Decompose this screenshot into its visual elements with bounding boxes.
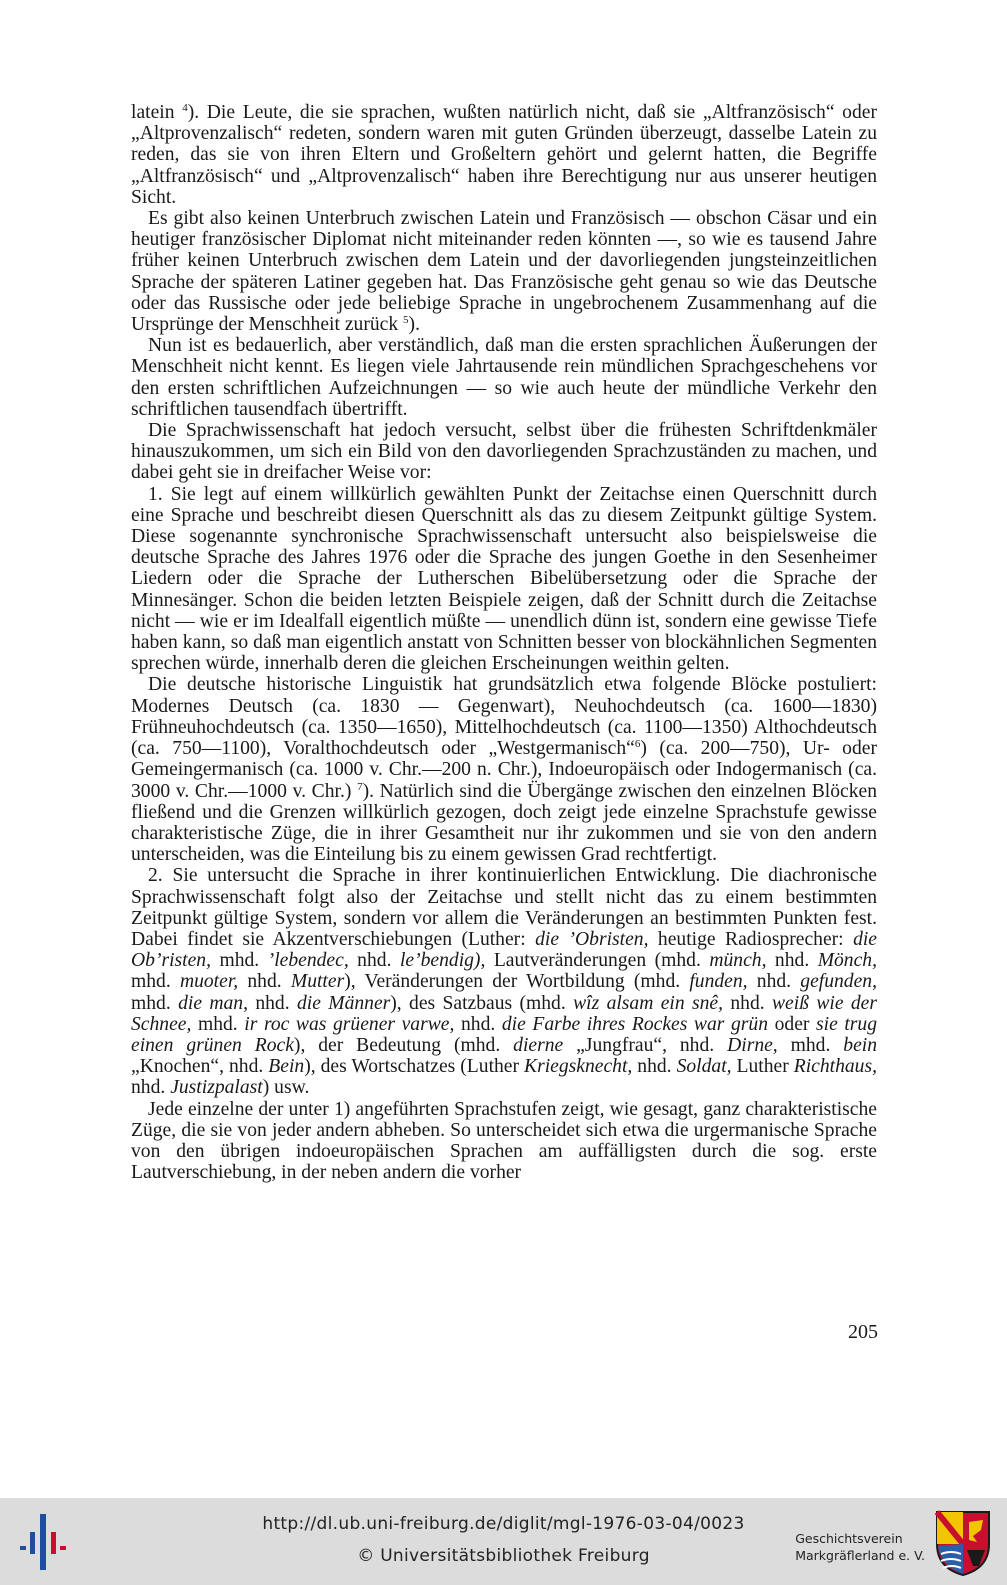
text-run: heutige Radiosprecher: bbox=[648, 928, 854, 950]
text-run: Lautveränderungen (mhd. bbox=[485, 950, 710, 972]
italic-term: die ’Obristen, bbox=[535, 928, 649, 950]
italic-term: dierne bbox=[513, 1034, 564, 1056]
text-run: ). Die Leute, die sie sprachen, wußten natürlich nicht, daß sie „Altfranzösisch“ oder „Altprovenzalisch“ redeten, sondern waren mit guten Gründen überzeugt, dasselbe Latein zu reden, das sie von ihren Eltern und Großeltern gehört und gelernt hatten, die Begriffe „Altfranzösisch“ und „Altprovenzalisch“ haben ihre Berechtigung nur aus unserer heutigen Sicht. bbox=[131, 102, 877, 208]
italic-term: bein bbox=[843, 1034, 878, 1056]
footnote-marker: 5 bbox=[403, 314, 409, 327]
society-name-line2: Markgräflerland e. V. bbox=[795, 1548, 925, 1563]
paragraph bbox=[131, 208, 877, 335]
text-run: Jede einzelne der unter 1) angeführten Sprachstufen zeigt, wie gesagt, ganz charakteristische Züge, die sie von jeder andern abheben. So unterscheidet sich etwa die urgermanische Sprache von den übrigen indoeuropäischen Sprachen am auffälligsten durch die sog. erste Lautverschiebung, in der neben andern die vorher bbox=[131, 1098, 877, 1184]
text-run: 1. Sie legt auf einem willkürlich gewählten Punkt der Zeitachse einen Querschnitt durch eine Sprache und beschreibt diesen Querschnitt als das zu diesem Zeitpunkt gültige System. Diese sogenannte synchronische Sprachwissenschaft untersucht also beispielsweise die deutsche Sprache des Jahres 1976 oder die Sprache des jungen Goethe in den Sesenheimer Liedern oder die Sprache der Lutherschen Bibelübersetzung oder die Sprache der Minnesänger. Schon die beiden letzten Beispiele zeigen, daß der Schnitt durch die Zeitachse nicht — wie er im Idealfall eigentlich müßte — unendlich dünn ist, sondern eine gewisse Tiefe haben kann, so daß man eigentlich anstatt von Schnitten besser von blockähnlichen Segmenten sprechen würde, innerhalb deren die gleichen Erscheinungen weithin gelten. bbox=[131, 483, 877, 675]
text-run: Nun ist es bedauerlich, aber verständlich, daß man die ersten sprachlichen Äußerungen der Menschheit nicht kennt. Es liegen viele Jahrtausende rein mündlichen Sprachgeschehens vor den ersten schriftlichen Aufzeichnungen — so wie auch heute der mündliche Verkehr den schriftlichen tausendfach übertrifft. bbox=[131, 335, 877, 420]
text-run: Es gibt also keinen Unterbruch zwischen Latein und Französisch — obschon Cäsar und ein heutiger französischer Diplomat nicht miteinander reden könnten —, so wie es tausend Jahre früher keinen Unterbruch zwischen dem Latein und der davorliegenden jungsteinzeitlichen Sprache der späteren Latiner gegeben hat. Das Französische geht genau so wie das Deutsche oder das Russische oder jede beliebige Sprache in ungebrochenem Zusammenhang auf die Ursprünge der Menschheit zurück bbox=[131, 208, 877, 336]
italic-term: weiß wie der Schnee, bbox=[131, 992, 877, 1035]
text-run: nhd. bbox=[348, 950, 400, 972]
italic-term: gefunden, bbox=[800, 971, 877, 993]
society-crest-icon bbox=[933, 1508, 993, 1578]
italic-term: muoter, bbox=[179, 971, 239, 993]
paragraph bbox=[131, 420, 877, 484]
copyright-notice: © Universitätsbibliothek Freiburg bbox=[357, 1546, 650, 1566]
italic-term: funden, bbox=[689, 971, 748, 993]
italic-term: Dirne, bbox=[727, 1034, 778, 1056]
society-name-line1: Geschichtsverein bbox=[795, 1531, 903, 1546]
text-run: nhd. bbox=[632, 1056, 677, 1078]
italic-term: Mönch, bbox=[817, 950, 877, 972]
italic-term: sie trug einen grünen Rock bbox=[131, 1013, 878, 1056]
text-run: mhd. bbox=[211, 950, 268, 972]
text-run: Die Sprachwissenschaft hat jedoch versucht, selbst über die frühesten Schriftdenkmäler hinauszukommen, um sich ein Bild von den davorliegenden Sprachzuständen zu machen, und dabei geht sie in dreifacher Weise vor: bbox=[131, 420, 877, 484]
text-run: latein bbox=[131, 102, 183, 123]
italic-term: Mutter bbox=[290, 971, 345, 993]
text-run: ), des Satzbaus (mhd. bbox=[390, 992, 574, 1014]
footnote-marker: 6 bbox=[634, 738, 641, 751]
page-body bbox=[131, 102, 877, 1183]
text-run: ) usw. bbox=[262, 1077, 310, 1099]
text-run: mhd. bbox=[131, 971, 180, 993]
text-run: nhd. bbox=[766, 950, 818, 972]
italic-term: Justizpalast bbox=[170, 1077, 263, 1099]
footnote-marker: 7 bbox=[357, 780, 363, 793]
italic-term: die Männer bbox=[296, 992, 391, 1014]
italic-term: wîz alsam ein snê, bbox=[573, 992, 724, 1014]
italic-term: Kriegsknecht, bbox=[524, 1056, 633, 1078]
text-run: ), Veränderungen der Wortbildung (mhd. bbox=[344, 971, 690, 993]
text-run: nhd. bbox=[454, 1013, 502, 1035]
text-run: nhd. bbox=[723, 992, 772, 1014]
italic-term: die man, bbox=[178, 992, 248, 1014]
paragraph bbox=[131, 865, 877, 1098]
italic-term: Richthaus, bbox=[793, 1056, 877, 1078]
paragraph bbox=[131, 484, 877, 675]
footer-bar bbox=[0, 1498, 1007, 1585]
text-run: nhd. bbox=[131, 1077, 171, 1099]
footnote-marker: 4 bbox=[182, 102, 188, 114]
society-name bbox=[795, 1530, 925, 1564]
text-run: 2. Sie untersucht die Sprache in ihrer kontinuierlichen Entwicklung. Die diachronische Sprachwissenschaft folgt also der Zeitachse und stellt nicht das zu einem bestimmten Zeitpunkt gültige System, sondern vor allem die Veränderungen an bestimmten Punkten fest. Dabei findet sie Akzentverschiebungen (Luther: bbox=[131, 865, 877, 950]
italic-term: die Ob’risten, bbox=[131, 928, 877, 972]
text-run: mhd. bbox=[131, 992, 179, 1014]
text-run: nhd. bbox=[248, 992, 297, 1014]
italic-term: die Farbe ihres Rockes war grün bbox=[501, 1013, 769, 1035]
italic-term: ir roc was grüener varwe, bbox=[244, 1013, 455, 1035]
italic-term: Soldat, bbox=[676, 1056, 732, 1078]
page-number: 205 bbox=[848, 1321, 878, 1343]
text-run: ), des Wortschatzes (Luther bbox=[304, 1056, 525, 1078]
text-run: ) (ca. 200—750), Ur- oder Gemeingermanisch (ca. 1000 v. Chr.—200 n. Chr.), Indoeuropäisch oder Indogermanisch (ca. 3000 v. Chr.—1000 v. Chr.) bbox=[131, 738, 877, 802]
text-run: nhd. bbox=[747, 971, 801, 993]
text-run: Luther bbox=[731, 1056, 794, 1078]
text-run: Die deutsche historische Linguistik hat grundsätzlich etwa folgende Blöcke postuliert: Modernes Deutsch (ca. 1830 — Gegenwart), Neuhochdeutsch (ca. 1600—1830) Frühneuhochdeutsch (ca. 1350—1650), Mittelhochdeutsch (ca. 1100—1350) Althochdeutsch (ca. 750—1100), Voralthochdeutsch oder „Westgermanisch“ bbox=[131, 674, 877, 760]
paragraph bbox=[131, 674, 877, 865]
italic-term: ’lebendec, bbox=[267, 950, 349, 972]
source-url-link[interactable]: http://dl.ub.uni-freiburg.de/diglit/mgl-1976-03-04/0023 bbox=[262, 1514, 745, 1534]
text-run: ), der Bedeutung (mhd. bbox=[293, 1034, 514, 1056]
italic-term: le’bendig), bbox=[399, 950, 486, 972]
paragraph bbox=[131, 1099, 877, 1184]
text-run: mhd. bbox=[777, 1034, 844, 1056]
text-run: mhd. bbox=[191, 1013, 245, 1035]
text-run: oder bbox=[768, 1013, 816, 1035]
text-run: ). Natürlich sind die Übergänge zwischen den einzelnen Blöcken fließend und die Grenzen willkürlich gezogen, doch zeigt jede einzelne Sprachstufe gewisse charakteristische Züge, die in ihrer Gesamtheit nur ihr zukommen und sie von den andern unterscheiden, was die Einteilung bis zu einem gewissen Grad rechtfertigt. bbox=[131, 780, 878, 866]
italic-term: münch, bbox=[709, 950, 767, 972]
italic-term: Bein bbox=[268, 1056, 305, 1078]
paragraph bbox=[131, 102, 877, 208]
text-run: nhd. bbox=[238, 971, 291, 993]
text-run: ). bbox=[408, 314, 420, 336]
text-run: „Jungfrau“, nhd. bbox=[563, 1034, 728, 1056]
text-run: „Knochen“, nhd. bbox=[131, 1056, 269, 1078]
paragraph bbox=[131, 335, 877, 420]
